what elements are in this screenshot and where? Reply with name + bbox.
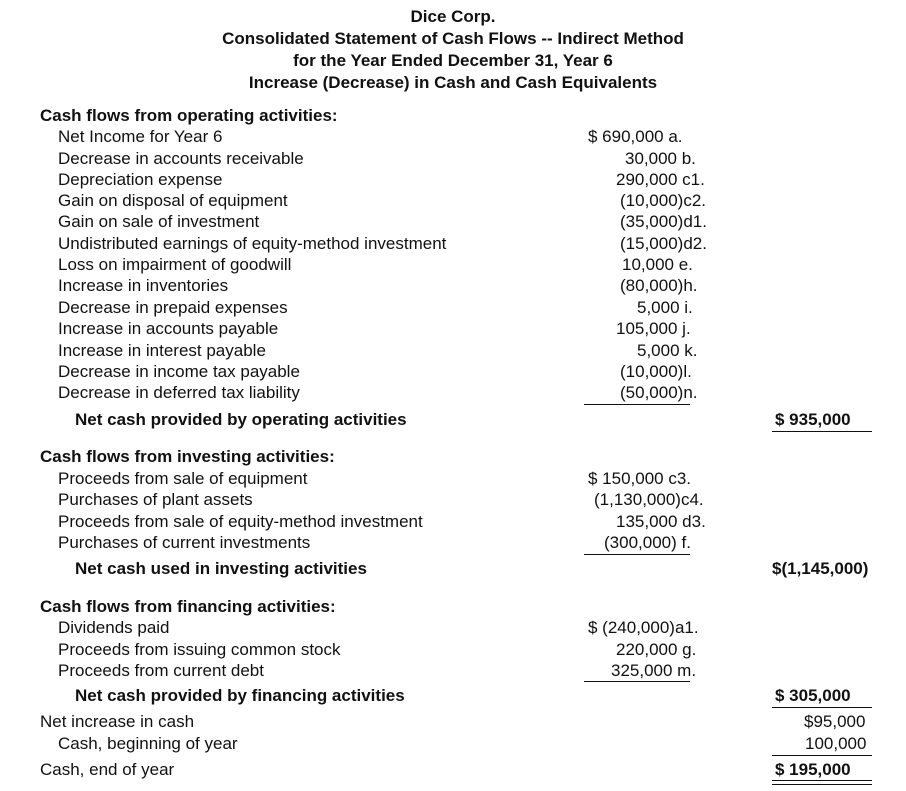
financing-item-amount: 220,000 g. <box>616 640 697 659</box>
company-name: Dice Corp. <box>410 7 496 26</box>
operating-item-amount: 5,000 k. <box>637 341 698 360</box>
subtotal-rule <box>584 554 690 555</box>
double-underline-rule <box>772 780 872 785</box>
operating-item-label: Loss on impairment of goodwill <box>58 255 292 274</box>
financing-item-label: Proceeds from issuing common stock <box>58 640 341 659</box>
financing-total-amount: $ 305,000 <box>775 686 851 705</box>
investing-item-amount: $ 150,000 c3. <box>588 469 692 488</box>
operating-item-label: Decrease in income tax payable <box>58 362 300 381</box>
investing-item-label: Proceeds from sale of equipment <box>58 469 308 488</box>
subtotal-rule <box>584 404 690 405</box>
operating-item-label: Depreciation expense <box>58 170 223 189</box>
net-increase-label: Net increase in cash <box>40 712 195 731</box>
operating-item-label: Gain on sale of investment <box>58 212 260 231</box>
financing-heading: Cash flows from financing activities: <box>40 597 336 616</box>
statement-subtitle: Increase (Decrease) in Cash and Cash Equivalents <box>248 73 658 92</box>
operating-item-label: Decrease in accounts receivable <box>58 149 304 168</box>
statement-period: for the Year Ended December 31, Year 6 <box>293 51 613 70</box>
cash-end-amount: $ 195,000 <box>775 760 851 779</box>
operating-item-amount: 5,000 i. <box>637 298 693 317</box>
operating-item-label: Increase in inventories <box>58 276 229 295</box>
operating-item-label: Decrease in deferred tax liability <box>58 383 300 402</box>
investing-item-amount: (1,130,000)c4. <box>594 490 704 509</box>
operating-item-amount: 10,000 e. <box>622 255 693 274</box>
financing-total-label: Net cash provided by financing activities <box>75 686 405 705</box>
operating-item-label: Gain on disposal of equipment <box>58 191 288 210</box>
investing-item-amount: (300,000) f. <box>604 533 691 552</box>
net-increase-amount: $95,000 <box>804 712 866 731</box>
operating-total-amount: $ 935,000 <box>775 410 851 429</box>
investing-item-label: Purchases of plant assets <box>58 490 253 509</box>
cash-beginning-label: Cash, beginning of year <box>58 734 238 753</box>
operating-item-amount: 290,000 c1. <box>616 170 705 189</box>
operating-item-label: Undistributed earnings of equity-method investment <box>58 234 447 253</box>
total-rule <box>772 755 872 756</box>
investing-total-amount: $(1,145,000) <box>772 559 869 578</box>
financing-item-amount: 325,000 m. <box>611 661 697 680</box>
operating-item-amount: 30,000 b. <box>625 149 696 168</box>
operating-item-label: Net Income for Year 6 <box>58 127 223 146</box>
financing-item-amount: $ (240,000)a1. <box>588 618 699 637</box>
financing-item-label: Proceeds from current debt <box>58 661 264 680</box>
financing-item-label: Dividends paid <box>58 618 170 637</box>
operating-item-amount: (10,000)c2. <box>620 191 706 210</box>
investing-item-label: Proceeds from sale of equity-method investment <box>58 512 423 531</box>
operating-item-amount: (35,000)d1. <box>620 212 707 231</box>
operating-item-amount: (15,000)d2. <box>620 234 707 253</box>
investing-item-amount: 135,000 d3. <box>616 512 706 531</box>
investing-heading: Cash flows from investing activities: <box>40 447 335 466</box>
subtotal-rule <box>584 681 690 682</box>
cash-end-label: Cash, end of year <box>40 760 175 779</box>
investing-item-label: Purchases of current investments <box>58 533 311 552</box>
operating-item-amount: (50,000)n. <box>620 383 698 402</box>
operating-item-amount: $ 690,000 a. <box>588 127 683 146</box>
operating-item-amount: 105,000 j. <box>616 319 691 338</box>
total-rule <box>772 707 872 708</box>
operating-total-label: Net cash provided by operating activities <box>75 410 407 429</box>
operating-item-label: Increase in interest payable <box>58 341 266 360</box>
cash-beginning-amount: 100,000 <box>805 734 867 753</box>
statement-header <box>0 6 906 94</box>
operating-item-amount: (10,000)l. <box>620 362 692 381</box>
statement-title: Consolidated Statement of Cash Flows -- Indirect Method <box>222 29 684 48</box>
operating-item-label: Decrease in prepaid expenses <box>58 298 288 317</box>
operating-item-amount: (80,000)h. <box>620 276 698 295</box>
total-rule <box>772 431 872 432</box>
operating-heading: Cash flows from operating activities: <box>40 106 338 125</box>
investing-total-label: Net cash used in investing activities <box>75 559 367 578</box>
operating-item-label: Increase in accounts payable <box>58 319 279 338</box>
